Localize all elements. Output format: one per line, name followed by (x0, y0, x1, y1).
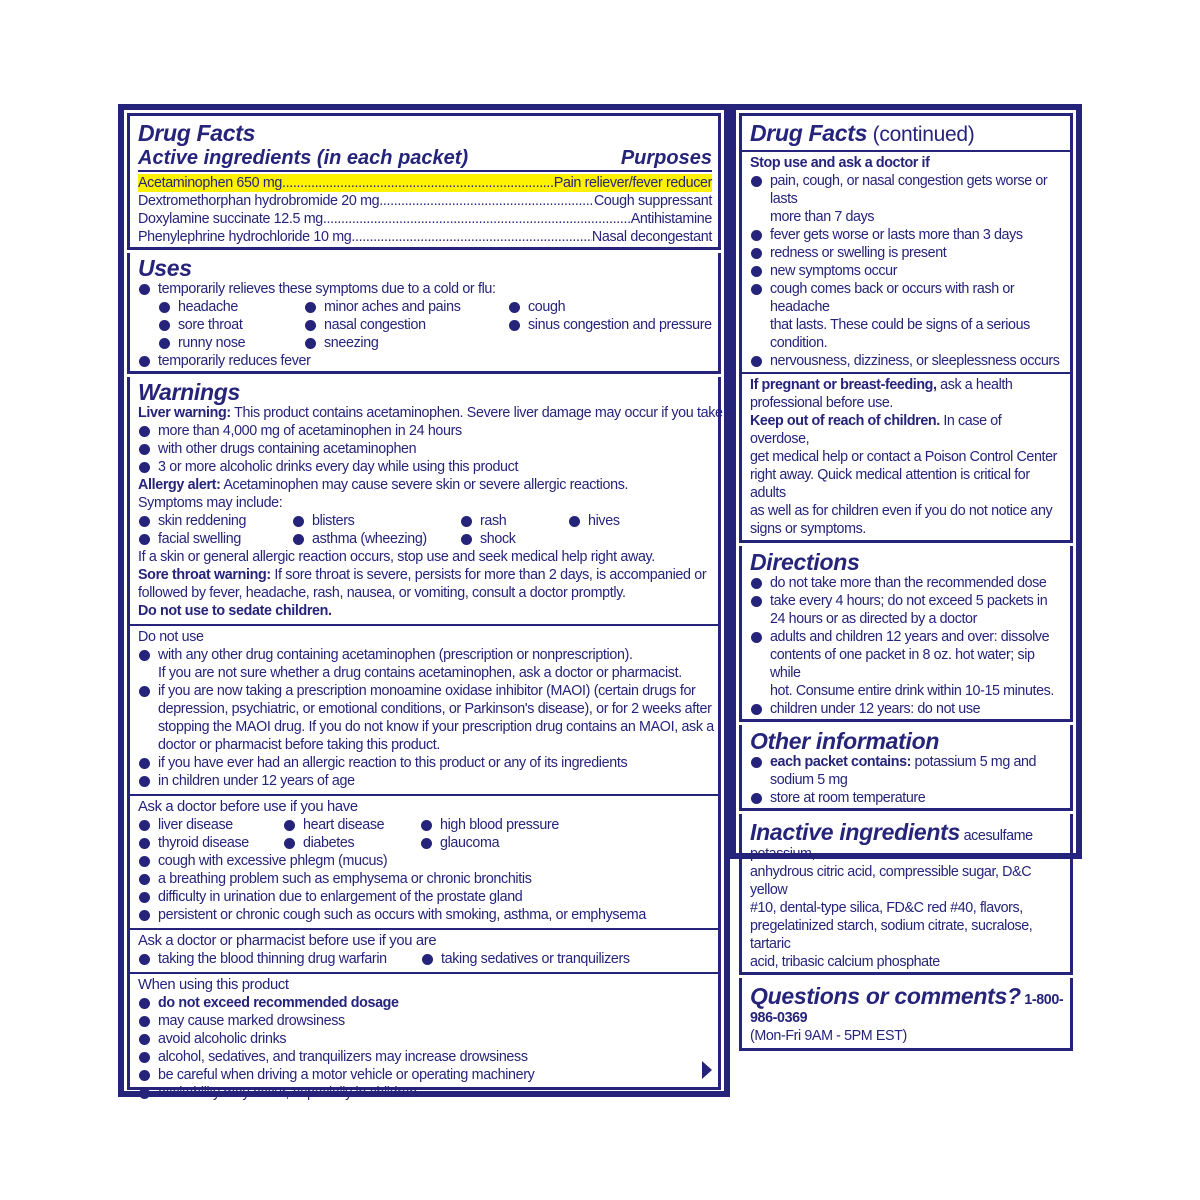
stop-use-box (739, 113, 1073, 543)
inactive-line: acid, tribasic calcium phosphate (750, 954, 940, 970)
other-info-item-cont: sodium 5 mg (770, 772, 848, 788)
questions-title: Questions or comments? (750, 983, 1021, 1009)
office-hours: (Mon-Fri 9AM - 5PM EST) (750, 1028, 907, 1044)
liver-warning-label: Liver warning: (138, 405, 231, 421)
do-not-use-item: in children under 12 years of age (138, 772, 712, 790)
ingredient-row (138, 210, 712, 228)
other-info-item (750, 753, 1064, 771)
when-using-item: excitability may occur, especially in children (138, 1084, 712, 1102)
do-not-use-item-cont: doctor or pharmacist before taking this product. (158, 737, 440, 753)
when-using-item: alcohol, sedatives, and tranquilizers may increase drowsiness (138, 1048, 712, 1066)
direction-item: children under 12 years: do not use (750, 700, 1064, 718)
condition-item: difficulty in urination due to enlargement of the prostate gland (138, 888, 712, 906)
keep-out-line: get medical help or contact a Poison Control Center (750, 449, 1058, 465)
ingredient-name: Acetaminophen 650 mg (138, 175, 283, 191)
other-info-item: store at room temperature (750, 789, 1064, 807)
warning-item: with other drugs containing acetaminophen (138, 440, 712, 458)
other-information-title: Other information (750, 728, 940, 754)
do-not-use-item-cont: depression, psychiatric, or emotional conditions, or Parkinson's disease), or for 2 weeks after (158, 701, 712, 717)
when-using-item: be careful when driving a motor vehicle or operating machinery (138, 1066, 712, 1084)
inactive-line: #10, dental-type silica, FD&C red #40, flavors, (750, 900, 1023, 916)
condition-item: persistent or chronic cough such as occurs with smoking, asthma, or emphysema (138, 906, 712, 924)
active-ingredients-header-row (138, 146, 712, 172)
do-not-use-item: with any other drug containing acetaminophen (prescription or nonprescription). (138, 646, 712, 664)
ask-doctor-columns (138, 816, 712, 852)
stop-use-item: cough comes back or occurs with rash or headache (750, 280, 1064, 316)
drug-facts-right-panel (730, 104, 1082, 1044)
allergy-alert (138, 476, 712, 494)
use-item: sneezing (304, 334, 508, 352)
liver-warning-text: This product contains acetaminophen. Severe liver damage may occur if you take (230, 405, 723, 421)
drug-facts-left-panel (118, 104, 730, 1101)
warning-item: 3 or more alcoholic drinks every day while using this product (138, 458, 712, 476)
use-item: sore throat (158, 316, 304, 334)
symptom-item: asthma (wheezing) (292, 530, 460, 548)
inactive-line: pregelatinized starch, sodium citrate, sucralose, tartaric (750, 918, 1033, 952)
sedate-warning: Do not use to sedate children. (138, 603, 332, 619)
do-not-use-item-cont: stopping the MAOI drug. If you do not know if your prescription drug contains an MAOI, ask a (158, 719, 714, 735)
symptoms-columns (138, 512, 712, 548)
sore-throat-warning (138, 566, 712, 584)
stop-use-item: new symptoms occur (750, 262, 1064, 280)
symptom-item: shock (460, 530, 568, 548)
use-item: temporarily reduces fever (138, 352, 712, 370)
ingredient-row (138, 228, 712, 246)
stop-use-item-cont: that lasts. These could be signs of a serious condition. (770, 317, 1030, 351)
when-using-item: may cause marked drowsiness (138, 1012, 712, 1030)
pregnant-text: ask a health (936, 377, 1013, 393)
condition-item: glaucoma (420, 834, 559, 852)
direction-item-cont: contents of one packet in 8 oz. hot water; sip while (770, 647, 1035, 681)
condition-item: heart disease (283, 816, 420, 834)
condition-item: diabetes (283, 834, 420, 852)
symptom-item: blisters (292, 512, 460, 530)
inactive-line: acesulfame potassium, (750, 828, 1033, 862)
continued-label: (continued) (867, 123, 975, 146)
when-using-item: avoid alcoholic drinks (138, 1030, 712, 1048)
symptoms-intro: Symptoms may include: (138, 495, 283, 511)
ingredient-purpose: Pain reliever/fever reducer (553, 175, 712, 191)
do-not-use-title: Do not use (138, 629, 204, 645)
symptom-item: facial swelling (138, 530, 292, 548)
keep-out-text: In case of overdose, (750, 413, 1002, 447)
condition-item: high blood pressure (420, 816, 559, 834)
questions-box (739, 978, 1073, 1051)
ingredient-row (138, 192, 712, 210)
ingredient-name: Doxylamine succinate 12.5 mg (138, 211, 323, 227)
when-using-item: do not exceed recommended dosage (138, 994, 712, 1012)
symptom-item: hives (568, 512, 620, 530)
ingredient-purpose: Nasal decongestant (591, 229, 712, 245)
pharmacist-item: taking the blood thinning drug warfarin (138, 950, 421, 968)
uses-columns (138, 298, 712, 352)
symptom-item: skin reddening (138, 512, 292, 530)
direction-item-cont: 24 hours or as directed by a doctor (770, 611, 977, 627)
directions-box (739, 546, 1073, 722)
inactive-line: anhydrous citric acid, compressible sugar, D&C yellow (750, 864, 1032, 898)
active-ingredients-header: Active ingredients (in each packet) (138, 147, 469, 169)
do-not-use-item: if you are now taking a prescription monoamine oxidase inhibitor (MAOI) (certain drugs for (138, 682, 712, 700)
condition-item: liver disease (138, 816, 283, 834)
condition-item: a breathing problem such as emphysema or chronic bronchitis (138, 870, 712, 888)
direction-item: take every 4 hours; do not exceed 5 packets in (750, 592, 1064, 610)
pharmacist-item: taking sedatives or tranquilizers (421, 950, 630, 968)
ask-doctor-title: Ask a doctor before use if you have (138, 799, 358, 815)
keep-out-warning (750, 412, 1064, 448)
uses-title: Uses (138, 255, 192, 281)
direction-item: do not take more than the recommended dose (750, 574, 1064, 592)
direction-item: adults and children 12 years and over: dissolve (750, 628, 1064, 646)
do-not-use-item-cont: If you are not sure whether a drug contains acetaminophen, ask a doctor or pharmacist. (158, 665, 682, 681)
direction-item-cont: hot. Consume entire drink within 10-15 minutes. (770, 683, 1054, 699)
symptom-item: rash (460, 512, 568, 530)
use-item: runny nose (158, 334, 304, 352)
ingredient-purpose: Cough suppressant (593, 193, 712, 209)
keep-out-line: right away. Quick medical attention is critical for adults (750, 467, 1030, 501)
warning-item: more than 4,000 mg of acetaminophen in 24 hours (138, 422, 712, 440)
pregnant-label: If pregnant or breast-feeding, (750, 377, 937, 393)
stop-use-item: nervousness, dizziness, or sleeplessness occurs (750, 352, 1064, 370)
allergy-alert-text: Acetaminophen may cause severe skin or severe allergic reactions. (220, 477, 629, 493)
ingredient-row (138, 174, 712, 192)
ingredient-name: Phenylephrine hydrochloride 10 mg (138, 229, 352, 245)
keep-out-label: Keep out of reach of children. (750, 413, 940, 429)
sore-throat-text-2: followed by fever, headache, rash, nausea, or vomiting, consult a doctor promptly. (138, 585, 626, 601)
stop-use-item-cont: more than 7 days (770, 209, 875, 225)
drug-facts-title-right: Drug Facts (750, 120, 868, 146)
ask-pharmacist-title: Ask a doctor or pharmacist before use if you are (138, 933, 437, 949)
stop-use-item: fever gets worse or lasts more than 3 days (750, 226, 1064, 244)
condition-item: cough with excessive phlegm (mucus) (138, 852, 712, 870)
active-ingredients-box (127, 113, 721, 250)
phone-number: 1-800-986-0369 (750, 992, 1064, 1026)
keep-out-line: signs or symptoms. (750, 521, 866, 537)
uses-box (127, 253, 721, 374)
when-using-title: When using this product (138, 977, 289, 993)
inactive-first-line (750, 820, 1064, 863)
use-item: sinus congestion and pressure (508, 316, 712, 334)
stop-use-title: Stop use and ask a doctor if (750, 155, 930, 171)
continue-arrow-icon (702, 1061, 712, 1079)
purposes-header: Purposes (620, 147, 712, 169)
other-information-box (739, 725, 1073, 811)
keep-out-line: as well as for children even if you do not notice any (750, 503, 1053, 519)
directions-title: Directions (750, 549, 860, 575)
use-item: nasal congestion (304, 316, 508, 334)
pregnant-text-2: professional before use. (750, 395, 893, 411)
warnings-box (127, 377, 723, 1101)
liver-warning (138, 404, 723, 422)
use-item: minor aches and pains (304, 298, 508, 316)
inactive-ingredients-title: Inactive ingredients (750, 819, 961, 845)
drug-facts-continued-title (750, 121, 1064, 147)
questions-line (750, 984, 1064, 1027)
sore-throat-text: If sore throat is severe, persists for more than 2 days, is accompanied or (270, 567, 707, 583)
stop-use-item: pain, cough, or nasal congestion gets worse or lasts (750, 172, 1064, 208)
warnings-title: Warnings (138, 379, 240, 405)
allergy-after: If a skin or general allergic reaction occurs, stop use and seek medical help right away. (138, 549, 655, 565)
ingredient-purpose: Antihistamine (630, 211, 712, 227)
stop-use-item: redness or swelling is present (750, 244, 1064, 262)
ingredient-name: Dextromethorphan hydrobromide 20 mg (138, 193, 380, 209)
pregnant-warning (750, 376, 1064, 394)
inactive-ingredients-box (739, 814, 1073, 975)
packet-contains-label: each packet contains: (770, 754, 911, 770)
do-not-use-item: if you have ever had an allergic reaction to this product or any of its ingredients (138, 754, 712, 772)
drug-facts-title: Drug Facts (138, 120, 256, 146)
allergy-alert-label: Allergy alert: (138, 477, 221, 493)
ask-pharmacist-columns (138, 950, 712, 968)
packet-contains-text: potassium 5 mg and (910, 754, 1037, 770)
uses-intro: temporarily relieves these symptoms due to a cold or flu: (138, 280, 712, 298)
use-item: headache (158, 298, 304, 316)
condition-item: thyroid disease (138, 834, 283, 852)
sore-throat-label: Sore throat warning: (138, 567, 271, 583)
use-item: cough (508, 298, 712, 316)
